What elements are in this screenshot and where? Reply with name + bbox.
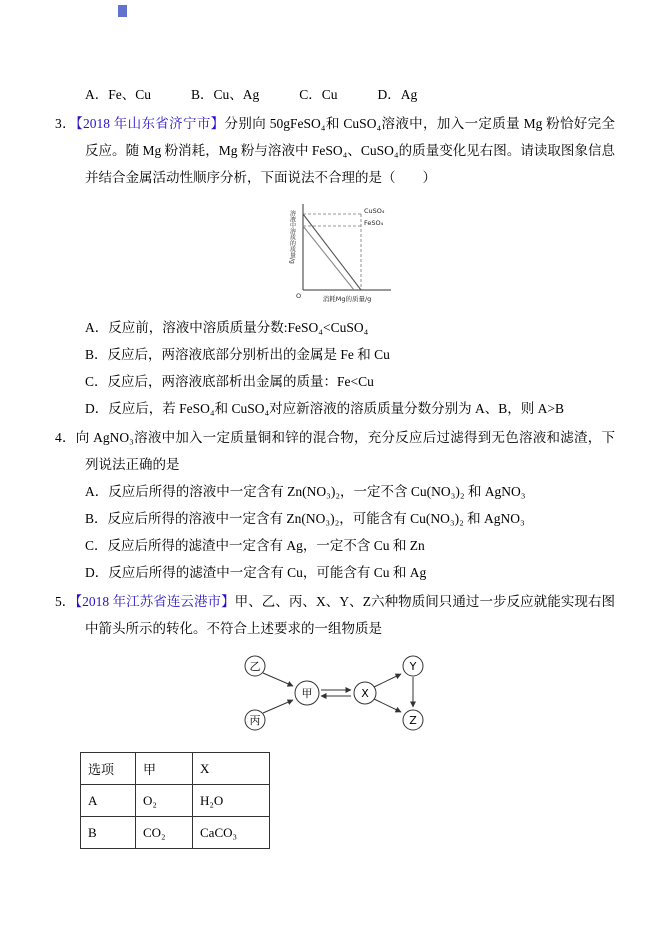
q4-option-d: D．反应后所得的滤渣中一定含有 Cu，可能含有 Cu 和 Ag	[85, 565, 427, 580]
table-cell: O₂	[136, 785, 193, 817]
q2-option-c: C．Cu	[299, 87, 338, 102]
series-label-feso4: FeSO₄	[364, 219, 384, 227]
q5-stem-text: 甲、乙、丙、X、Y、Z六种物质间只通过一步反应就能实现右图中箭头所示的转化。不符合上述要求的一组物质是	[85, 594, 616, 636]
table-cell: CO₂	[136, 817, 193, 849]
series-line-feso4	[303, 226, 354, 290]
node-jia-label: 甲	[301, 687, 313, 700]
q5-options-table	[80, 752, 270, 849]
table-header-cell: X	[193, 753, 270, 785]
table-row	[81, 785, 270, 817]
node-x-label: X	[361, 687, 369, 700]
node-bing-label: 丙	[249, 714, 261, 727]
edge-x-to-y	[374, 674, 401, 687]
q5-number: 5．	[55, 594, 76, 609]
q3-stem	[55, 110, 615, 191]
chart-x-axis-label: 消耗Mg的质量/g	[322, 295, 372, 303]
q5-source-citation: 【2018 年江苏省连云港市】	[75, 594, 235, 609]
q2-options-row	[85, 82, 615, 108]
table-header-row	[81, 753, 270, 785]
q4-stem-text: 向 AgNO₃溶液中加入一定质量铜和锌的混合物，充分反应后过滤得到无色溶液和滤渣，下列说法正确的是	[75, 430, 615, 472]
table-header-cell: 甲	[136, 753, 193, 785]
q2-option-b: B．Cu、Ag	[191, 87, 260, 102]
q2-option-a: A．Fe、Cu	[85, 87, 152, 102]
edge-bing-to-jia	[263, 700, 293, 713]
q3-source-citation: 【2018 年山东省济宁市】	[75, 116, 225, 131]
edge-yi-to-jia	[263, 673, 293, 686]
chart-y-axis-label: 溶液中溶质的质量/g	[288, 210, 296, 264]
series-line-cuso4	[303, 214, 361, 290]
q4-number: 4．	[55, 430, 76, 445]
edge-x-to-z	[374, 699, 401, 712]
q4-option-b: B．反应后所得的溶液中一定含有 Zn(NO₃)₂，可能含有 Cu(NO₃)₂ 和 AgNO₃	[85, 511, 525, 526]
chart-origin-label: O	[296, 292, 302, 300]
q3-option-a: A．反应前，溶液中溶质质量分数:FeSO₄<CuSO₄	[85, 320, 369, 335]
q4-option-c: C．反应后所得的滤渣中一定含有 Ag，一定不含 Cu 和 Zn	[85, 538, 425, 553]
q3-chart-svg	[287, 198, 405, 310]
table-header-cell: 选项	[81, 753, 136, 785]
q4-option-a: A．反应后所得的溶液中一定含有 Zn(NO₃)₂，一定不含 Cu(NO₃)₂ 和 AgNO₃	[85, 484, 526, 499]
q5-conversion-diagram	[225, 650, 443, 742]
q5-diagram-svg	[225, 650, 439, 742]
q3-figure	[287, 198, 407, 310]
q3-stem-text: 分别向 50gFeSO₄和 CuSO₄溶液中，加入一定质量 Mg 粉恰好完全反应。随 Mg 粉消耗，Mg 粉与溶液中 FeSO₄、CuSO₄的质量变化见右图。请读取图象信息并结合金属活动性顺序分析，下面说法不合理的是（ ）	[85, 116, 616, 185]
table-cell: B	[81, 817, 136, 849]
q5-stem	[55, 588, 615, 642]
node-yi-label: 乙	[249, 660, 261, 673]
series-label-cuso4: CuSO₄	[364, 207, 385, 215]
q4-stem	[55, 424, 615, 478]
q3-option-d: D．反应后，若 FeSO₄和 CuSO₄对应新溶液的溶质质量分数分别为 A、B，则 A>B	[85, 401, 565, 416]
table-cell: H₂O	[193, 785, 270, 817]
q3-option-c: C．反应后，两溶液底部析出金属的质量：Fe<Cu	[85, 374, 374, 389]
q3-option-b: B．反应后，两溶液底部分别析出的金属是 Fe 和 Cu	[85, 347, 390, 362]
table-cell: CaCO₃	[193, 817, 270, 849]
node-y-label: Y	[409, 660, 417, 673]
q3-number: 3．	[55, 116, 76, 131]
corner-mark	[118, 5, 127, 17]
q2-option-d: D．Ag	[377, 87, 418, 102]
node-z-label: Z	[409, 714, 417, 727]
table-cell: A	[81, 785, 136, 817]
table-row	[81, 817, 270, 849]
